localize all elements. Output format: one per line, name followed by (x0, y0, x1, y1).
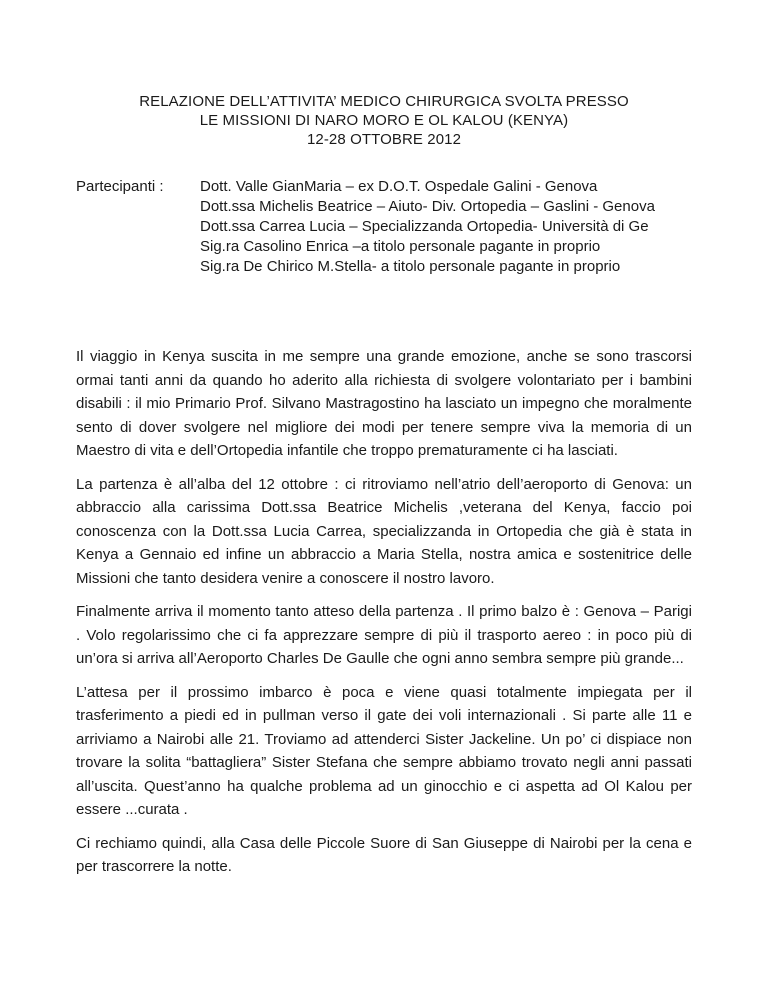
title-line-2: LE MISSIONI DI NARO MORO E OL KALOU (KENYA) (199, 112, 569, 129)
body-paragraph: La partenza è all’alba del 12 ottobre : ci ritroviamo nell’atrio dell’aeroporto di Genova: un abbraccio alla carissima Dott.ssa Beatrice Michelis ,veterana del Kenya, faccio poi conoscenza con la Dott.ssa Lucia Carrea, specializzanda in Ortopedia che già è stata in Kenya a Gennaio ed infine un abbraccio a Maria Stella, nostra amica e sostenitrice delle Missioni che tanto desidera venire a conoscere il nostro lavoro. (76, 475, 692, 587)
body-paragraph: Il viaggio in Kenya suscita in me sempre una grande emozione, anche se sono trascorsi ormai tanti anni da quando ho aderito alla richiesta di svolgere volontariato per i bambini disabili : il mio Primario Prof. Silvano Mastragostino ha lasciato un impegno che moralmente sento di dover svolgere nel migliore dei modi per tenere sempre viva la memoria di un Maestro di vita e dell’Ortopedia infantile che troppo prematuramente ci ha lasciati. (76, 348, 692, 459)
participant-row (76, 237, 716, 257)
body-paragraph: L’attesa per il prossimo imbarco è poca e viene quasi totalmente impiegata per il trasferimento a piedi ed in pullman verso il gate dei voli internazionali . Si parte alle 11 e arriviamo a Nairobi alle 21. Troviamo ad attenderci Sister Jackeline. Un po’ ci dispiace non trovare la solita “battagliera” Sister Stefana che sempre abbiamo trovato negli anni passati all’uscita. Quest’anno ha qualche problema ad un ginocchio e ci aspetta ad Ol Kalou per essere ...curata . (76, 683, 692, 818)
title-line-1: RELAZIONE DELL’ATTIVITA’ MEDICO CHIRURGICA SVOLTA PRESSO (139, 93, 629, 110)
body-paragraph: Ci rechiamo quindi, alla Casa delle Piccole Suore di San Giuseppe di Nairobi per la cena e per trascorrere la notte. (76, 834, 692, 875)
body-paragraph: Finalmente arriva il momento tanto atteso della partenza . Il primo balzo è : Genova – Parigi . Volo regolarissimo che ci fa apprezzare sempre di più il trasporto aereo : in poco più di un’ora si arriva all’Aeroporto Charles De Gaulle che ogni anno sembra sempre più grande... (76, 603, 692, 667)
participant-row (76, 177, 716, 197)
title-line-3: 12-28 OTTOBRE 2012 (306, 131, 462, 148)
participant-name: Sig.ra De Chirico M.Stella- a titolo personale pagante in proprio (200, 258, 621, 275)
participant-row (76, 257, 716, 277)
participants-label: Partecipanti : (76, 178, 164, 195)
participant-row (76, 197, 716, 217)
participant-name: Sig.ra Casolino Enrica –a titolo personale pagante in proprio (200, 238, 601, 255)
report-body (76, 345, 692, 889)
participants-list (76, 177, 716, 277)
participant-name: Dott.ssa Michelis Beatrice – Aiuto- Div. Ortopedia – Gaslini - Genova (200, 198, 655, 215)
report-title (76, 92, 692, 149)
participant-name: Dott. Valle GianMaria – ex D.O.T. Ospedale Galini - Genova (200, 178, 598, 195)
participant-name: Dott.ssa Carrea Lucia – Specializzanda Ortopedia- Università di Ge (200, 218, 649, 235)
participant-row (76, 217, 716, 237)
